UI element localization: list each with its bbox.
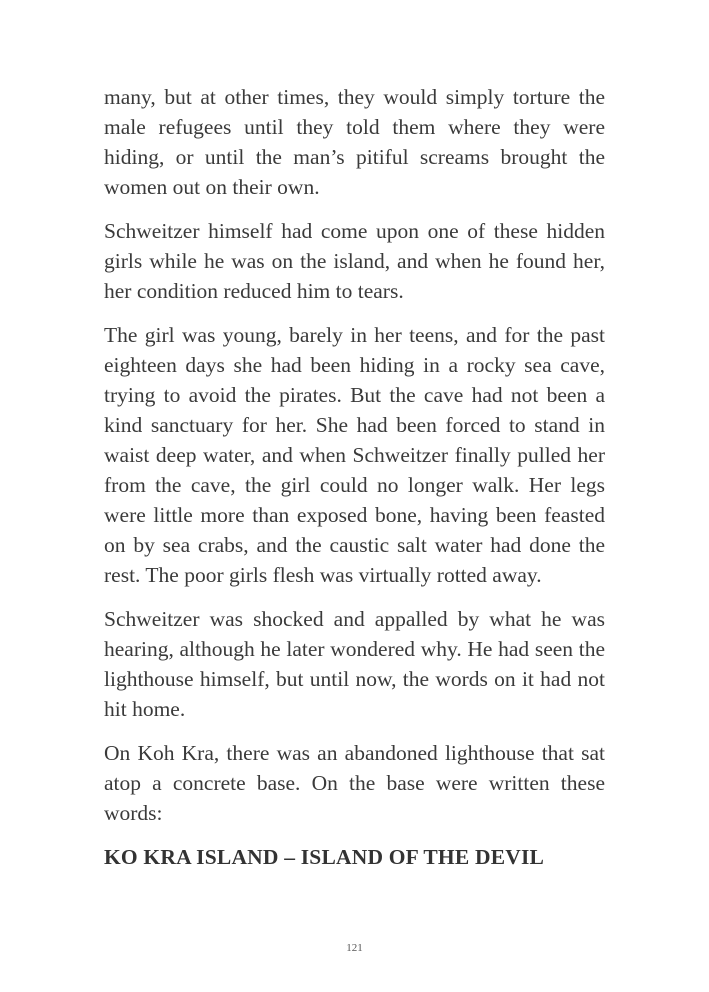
paragraph-2: Schweitzer himself had come upon one of these hidden girls while he was on the island, and when he found her, her condition reduced him to tears. xyxy=(104,219,605,303)
paragraph-4: Schweitzer was shocked and appalled by what he was hearing, although he later wondered why. He had seen the lighthouse himself, but until now, the words on it had not hit home. xyxy=(104,607,605,721)
page-number: 121 xyxy=(346,942,363,954)
section-heading: KO KRA ISLAND – ISLAND OF THE DEVIL xyxy=(104,845,545,869)
paragraph-1: many, but at other times, they would simply torture the male refugees until they told them where they were hiding, or until the man’s pitiful screams brought the women out on their own. xyxy=(104,85,605,199)
paragraph-3: The girl was young, barely in her teens, and for the past eighteen days she had been hiding in a rocky sea cave, trying to avoid the pirates. But the cave had not been a kind sanctuary for her. She had been forced to stand in waist deep water, and when Schweitzer finally pulled her from the cave, the girl could no longer walk. Her legs were little more than exposed bone, having been feasted on by sea crabs, and the caustic salt water had done the rest. The poor girls flesh was virtually rotted away. xyxy=(104,323,605,587)
page-body xyxy=(104,82,605,872)
paragraph-5: On Koh Kra, there was an abandoned lighthouse that sat atop a concrete base. On the base were written these words: xyxy=(104,741,605,825)
